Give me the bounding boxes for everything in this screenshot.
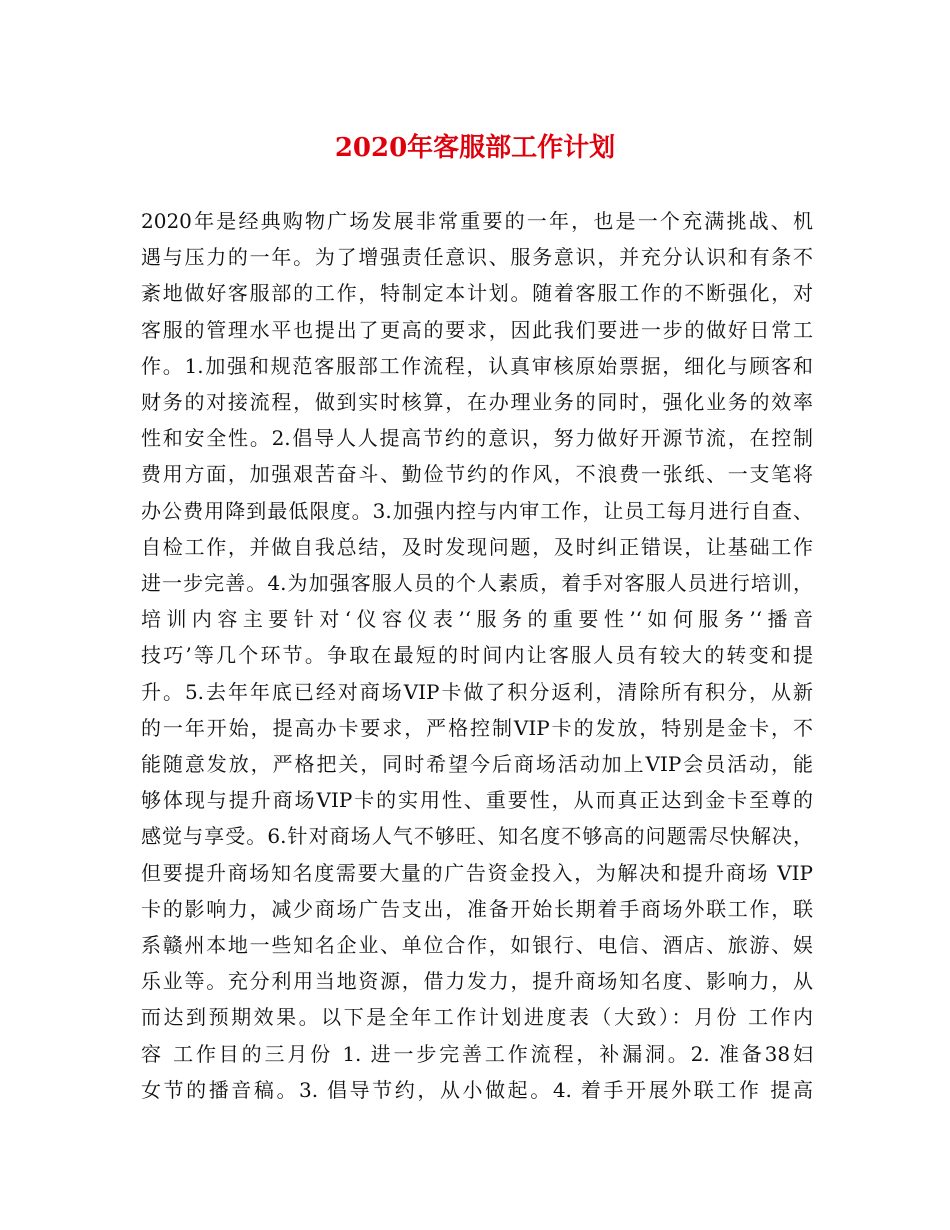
body-line-12: 培训内容主要针对‘仪容仪表’‘服务的重要性’‘如何服务’‘播音 — [141, 607, 813, 632]
body-line-1: 2020年是经典购物广场发展非常重要的一年，也是一个充满挑战、机 — [141, 209, 813, 233]
body-line-15: 的一年开始，提高办卡要求，严格控制VIP卡的发放，特别是金卡，不 — [141, 715, 813, 740]
body-line-3: 紊地做好客服部的工作，特制定本计划。随着客服工作的不断强化，对 — [141, 281, 813, 306]
body-line-7: 性和安全性。2.倡导人人提高节约的意识，努力做好开源节流，在控制 — [141, 426, 813, 451]
body-line-23: 而达到预期效果。以下是全年工作计划进度表（大致）：月份 工作内 — [141, 1005, 813, 1030]
document-title: 2020年客服部工作计划 — [334, 133, 616, 163]
body-line-13: 技巧’等几个环节。争取在最短的时间内让客服人员有较大的转变和提 — [141, 643, 813, 668]
body-line-22: 乐业等。充分利用当地资源，借力发力，提升商场知名度、影响力，从 — [141, 969, 813, 994]
body-line-17: 够体现与提升商场VIP卡的实用性、重要性，从而真正达到金卡至尊的 — [141, 788, 813, 813]
body-line-24: 容 工作目的三月份 1. 进一步完善工作流程，补漏洞。2. 准备38妇 — [141, 1041, 813, 1066]
body-line-10: 自检工作，并做自我总结，及时发现问题，及时纠正错误，让基础工作 — [141, 534, 813, 559]
body-line-19: 但要提升商场知名度需要大量的广告资金投入，为解决和提升商场 VIP — [141, 860, 813, 885]
body-line-5: 作。1.加强和规范客服部工作流程，认真审核原始票据，细化与顾客和 — [141, 353, 813, 378]
body-line-14: 升。5.去年年底已经对商场VIP卡做了积分返利，清除所有积分，从新 — [141, 679, 813, 704]
body-line-2: 遇与压力的一年。为了增强责任意识、服务意识，并充分认识和有条不 — [141, 245, 813, 270]
body-line-25: 女节的播音稿。3. 倡导节约，从小做起。4. 着手开展外联工作 提高 — [141, 1077, 813, 1102]
body-line-6: 财务的对接流程，做到实时核算，在办理业务的同时，强化业务的效率 — [141, 390, 813, 415]
body-line-16: 能随意发放，严格把关，同时希望今后商场活动加上VIP会员活动，能 — [141, 752, 813, 777]
body-line-21: 系赣州本地一些知名企业、单位合作，如银行、电信、酒店、旅游、娱 — [141, 933, 813, 958]
body-line-11: 进一步完善。4.为加强客服人员的个人素质，着手对客服人员进行培训， — [141, 571, 813, 596]
body-line-18: 感觉与享受。6.针对商场人气不够旺、知名度不够高的问题需尽快解决， — [141, 824, 813, 849]
document-body — [141, 203, 813, 1108]
body-line-9: 办公费用降到最低限度。3.加强内控与内审工作，让员工每月进行自查、 — [141, 498, 813, 523]
body-line-8: 费用方面，加强艰苦奋斗、勤俭节约的作风，不浪费一张纸、一支笔将 — [141, 462, 813, 487]
body-line-4: 客服的管理水平也提出了更高的要求，因此我们要进一步的做好日常工 — [141, 317, 813, 342]
body-line-20: 卡的影响力，减少商场广告支出，准备开始长期着手商场外联工作，联 — [141, 896, 813, 921]
